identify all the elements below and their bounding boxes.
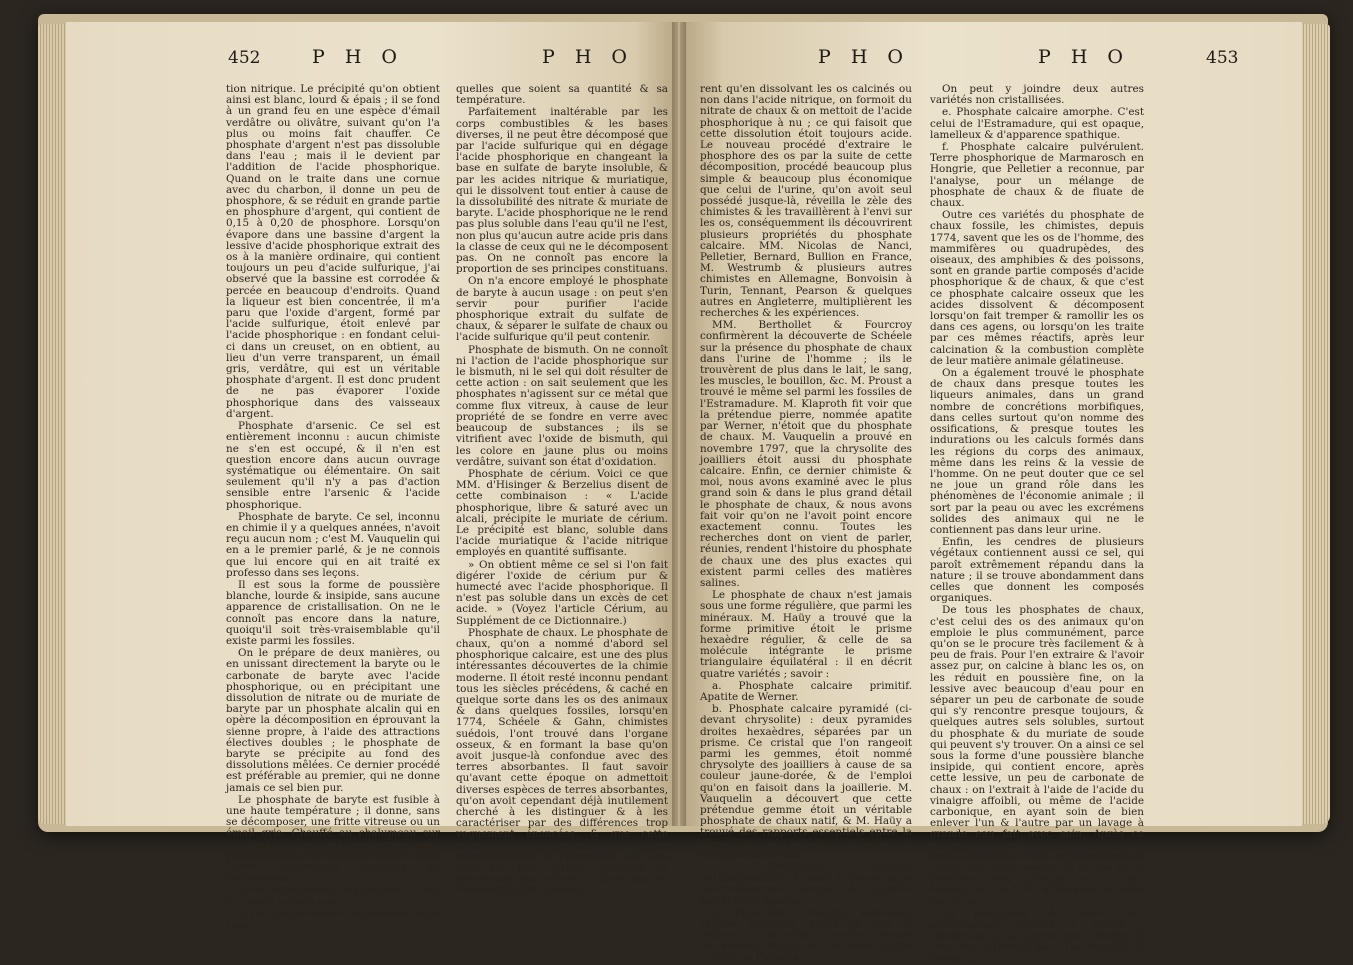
paragraph: Il est sous la forme de poussière blanche, lourde & insipide, sans aucune apparence de cristallisation. On ne le connoît pas encore dans la nature, quoiqu'il soit très-vraisemblable qu'il existe parmi les fossiles.: [226, 578, 440, 647]
paragraph: Enfin, les cendres de plusieurs végétaux contiennent aussi ce sel, qui paroît extrêmement répandu dans la nature ; il se trouve abondamment dans celles que donnent les composés organiques.: [930, 536, 1144, 605]
paragraph: » On obtient même ce sel si l'on fait digérer l'oxide de cérium pur & humecté avec l'acide phosphorique. Il n'est pas soluble dans un excès de cet acide. » (Voyez l'article Cérium, au Supplément de ce Dictionnaire.): [456, 558, 668, 627]
paragraph: Parfaitement inaltérable par les corps combustibles & les bases diverses, il ne peut être décomposé que par l'acide sulfurique qui en dégage l'acide phosphorique en changeant la base en sulfate de baryte insoluble, & par les acides nitrique & muriatique, qui le dissolvent tout entier à cause de la dissolubilité des nitrate & muriate de baryte. L'acide phosphorique ne le rend pas plus soluble dans l'eau qu'il ne l'est, non plus qu'aucun autre acide pris dans la classe de ceux qui ne le décomposent pas. On ne connoît pas encore la proportion de ses principes constituans.: [456, 106, 668, 276]
paragraph: d. Phosphate calcaire annulaire. Prisme hexaèdre, ayant de part & d'autre six facettes disposées comme un anneau autour de la base. Autre variété de l'apatite.: [700, 906, 912, 964]
right-page-column-1: [700, 83, 912, 964]
paragraph: quelles que soient sa quantité & sa température.: [456, 83, 668, 107]
paragraph: Le phosphate de baryte est fusible à une haute température ; il donne, sans se décomposer, une fritte vitreuse ou un émail gris. Chauffé au chalumeau sur du charbon, il répand une flamme jaune phosphorique. Les globules vitreux qu'il forme, deviennent opaques en refroidissant.: [226, 793, 440, 885]
paragraph: On a également trouvé le phosphate de chaux dans presque toutes les liqueurs animales, dans un grand nombre de concrétions morbifiques, dans celles surtout qu'on nomme des ossifications, & presque toutes les indurations ou les calculs formés dans les régions du corps des animaux, même dans les reins & la vessie de l'homme. On ne peut douter que ce sel ne joue un grand rôle dans les phénomènes de l'économie animale ; il sort par la peau ou avec les excrémens solides des animaux qui ne le contiennent pas dans leur urine.: [930, 367, 1144, 536]
paragraph: On n'a encore employé le phosphate de baryte à aucun usage : on peut s'en servir pour purifier l'acide phosphorique extrait du sulfate de chaux, & séparer le sulfate de chaux ou l'acide sulfurique qu'il peut contenir.: [456, 275, 668, 344]
right-running-head-1: P H O: [818, 46, 911, 68]
left-page-header: [224, 44, 664, 74]
page-edges-left: [38, 24, 68, 824]
book-gutter: [672, 22, 686, 826]
paragraph: Phosphate de cérium. Voici ce que MM. d'Hisinger & Berzelius disent de cette combinaison : « L'acide phosphorique, libre & saturé avec un alcali, précipite le muriate de cérium. Le précipité est blanc, soluble dans l'acide muriatique & l'acide nitrique employés en quantité suffisante.: [456, 467, 668, 559]
left-page-column-2: [456, 83, 668, 897]
paragraph: Phosphate d'arsenic. Ce sel est entièrement inconnu : aucun chimiste ne s'en est occupé, & il n'en est question encore dans aucun ouvrage systématique ou élémentaire. On sait seulement qu'il n'y a pas d'action sensible entre l'arsenic & l'acide phosphorique.: [226, 420, 440, 511]
paragraph: Il est complétement indissoluble dans l'eau,: [226, 907, 440, 932]
right-page-number: 453: [1206, 48, 1239, 68]
paragraph: tion nitrique. Le précipité qu'on obtient ainsi est blanc, lourd & épais ; il se fond à un grand feu en une espèce d'émail verdâtre ou olivâtre, suivant qu'on l'a plus ou moins fait chauffer. Ce phosphate d'argent n'est pas dissoluble dans l'eau ; mais il le devient par l'addition de l'acide phosphorique. Quand on le traite dans une cornue avec du charbon, il donne un peu de phosphore, & se réduit en grande partie en phosphure d'argent, qui contient de 0,15 à 0,20 de phosphore. Lorsqu'on évapore dans une bassine d'argent la lessive d'acide phosphorique extrait des os à la manière ordinaire, qui contient toujours un peu d'acide sulfurique, j'ai observé que la bassine est corrodée & percée en beaucoup d'endroits. Quand la liqueur est bien concentrée, il m'a paru que l'oxide d'argent, formé par l'acide sulfurique, étoit enlevé par l'acide phosphorique : en fondant celui-ci dans un creuset, on en obtient, au lieu d'un verre transparent, un émail gris, verdâtre, qui est un véritable phosphate d'argent. Il est donc prudent de ne pas évaporer l'oxide phosphorique dans des vaisseaux d'argent.: [226, 83, 440, 420]
paragraph: Phosphate de bismuth. On ne connoît ni l'action de l'acide phosphorique sur le bismuth, ni le sel qui doit résulter de cette action : on sait seulement que les phosphates n'agissent sur ce métal que comme flux vitreux, à cause de leur propriété de se fondre en verre avec beaucoup de substances ; ils se vitrifient avec l'oxide de bismuth, qui les colore en jaune plus ou moins verdâtre, suivant son état d'oxidation.: [456, 343, 668, 468]
paragraph: Le phosphate de chaux est extrêmement difficile à fondre ; cependant à un grand feu, comme à celui des verreries, &c., il se ramollit, & prend la: [930, 907, 1144, 965]
left-running-head-1: P H O: [312, 46, 405, 68]
left-page-column-1: [226, 83, 440, 932]
paragraph: Il est entièrement inaltérable à l'air, & y reste pulvérulent.: [226, 884, 440, 908]
paragraph: On le prépare de deux manières, ou en unissant directement la baryte ou le carbonate de baryte avec l'acide phosphorique, ou en précipitant une dissolution de nitrate ou de muriate de baryte par un phosphate alcalin qui en opère la décomposition en éprouvant la sienne propre, à l'aide des attractions électives doubles ; le phosphate de baryte se précipite au fond des dissolutions mêlées. Ce dernier procédé est préférable au premier, qui ne donne jamais ce sel bien pur.: [226, 647, 440, 794]
paragraph: e. Phosphate calcaire amorphe. C'est celui de l'Estramadure, qui est opaque, lamelleux & d'apparence spathique.: [930, 106, 1144, 141]
paragraph: a. Phosphate calcaire primitif. Apatite de Werner.: [700, 679, 912, 703]
right-running-head-2: P H O: [1038, 46, 1131, 68]
left-page-number: 452: [228, 48, 261, 68]
paragraph: Phosphate de chaux. Le phosphate de chaux, qu'on a nommé d'abord sel phosphorique calcaire, est une des plus intéressantes découvertes de la chimie moderne. Il étoit resté inconnu pendant tous les siècles précédens, & caché en quelque sorte dans les os des animaux & dans quelques fossiles, lorsqu'en 1774, Schéele & Gahn, chimistes suédois, l'ont trouvé dans l'organe osseux, & en formant la base qu'on avoit jusque-là confondue avec des terres absorbantes. Il faut savoir qu'avant cette époque on admettoit diverses espèces de terres absorbantes, qu'on avoit cependant déjà inutilement cherché à les distinguer & à les caractériser par des différences trop vaguement énoncées, & que cette fausse dénomination tenoit manifestement à l'ignorance où l'on étoit sur leur nature comparée, & notamment sur celle de la terre des os. Schéele & Gahn prouvè-: [456, 626, 668, 897]
paragraph: Le phosphate de chaux n'est jamais sous une forme régulière, que parmi les minéraux. M. Haüy a trouvé que la forme primitive étoit le prisme hexaèdre régulier, & celle de sa molécule intégrante le prisme triangulaire équilatéral : il en décrit quatre variétés ; savoir :: [700, 589, 912, 680]
paragraph: b. Phosphate calcaire pyramidé (ci-devant chrysolite) : deux pyramides droites hexaèdres, séparées par un prisme. Ce cristal que l'on rangeoit parmi les gemmes, étoit nommé chrysolyte des joailliers à cause de sa couleur jaune-dorée, & de l'emploi qu'on en faisoit dans la joaillerie. M. Vauquelin a découvert que cette prétendue gemme étoit un véritable phosphate de chaux natif, & M. Haüy a trouvé des rapports essentiels entre la forme de la chrysolite & celle de l'apatite de Werner.: [700, 703, 912, 861]
paragraph: On peut y joindre deux autres variétés non cristallisées.: [930, 83, 1144, 107]
paragraph: rent qu'en dissolvant les os calcinés ou non dans l'acide nitrique, on formoit du nitrate de chaux & on mettoit de l'acide phosphorique à nu ; ce qui faisoit que cette dissolution étoit toujours acide. Le nouveau procédé d'extraire le phosphore des os par la suite de cette décomposition, procédé beaucoup plus simple & beaucoup plus économique que celui de l'urine, qu'on avoit seul possédé jusque-là, réveilla le zèle des chimistes & les travaillèrent à l'envi sur les os, conséquemment ils découvrirent plusieurs propriétés du phosphate calcaire. MM. Nicolas de Nanci, Pelletier, Bernard, Bullion en France, M. Westrumb & plusieurs autres chimistes en Allemagne, Bonvoisin à Turin, Tennant, Pearson & quelques autres en Angleterre, multiplièrent les recherches & les expériences.: [700, 83, 912, 320]
page-edges-right: [1300, 24, 1330, 824]
paragraph: MM. Berthollet & Fourcroy confirmèrent la découverte de Schéele sur la présence du phosphate de chaux dans l'urine de l'homme ; ils le trouvèrent de plus dans le lait, le sang, les muscles, le bouillon, &c. M. Proust a trouvé le même sel parmi les fossiles de l'Estramadure. M. Klaproth fit voir que la prétendue pierre, nommée apatite par Werner, n'étoit que du phosphate de chaux. M. Vauquelin a prouvé en novembre 1797, que la chrysolite des joailliers étoit aussi du phosphate calcaire. Enfin, ce dernier chimiste & moi, nous avons examiné avec le plus grand soin & dans le plus grand détail le phosphate de chaux, & nous avons fait voir qu'on ne l'avoit point encore exactement connu. Toutes les recherches dont on vient de parler, réunies, rendent l'histoire du phosphate de chaux une des plus exactes qui existent parmi celles des matières salines.: [700, 319, 912, 589]
paragraph: c. Phosphate calcaire péridodécaèdre. Prisme à douze pans alternativement larges & étroits. Variété de l'apatite.: [700, 861, 912, 907]
right-page-column-2: [930, 83, 1144, 965]
paragraph: f. Phosphate calcaire pulvérulent. Terre phosphorique de Marmarosch en Hongrie, que Pelletier a reconnue, par l'analyse, pour un mélange de phosphate de chaux & de fluate de chaux.: [930, 141, 1144, 210]
paragraph: De tous les phosphates de chaux, c'est celui des os des animaux qu'on emploie le plus communément, parce qu'on se le procure très facilement & à peu de frais. Pour l'en extraire & l'avoir assez pur, on calcine à blanc les os, on les réduit en poussière fine, on la lessive avec beaucoup d'eau pour en séparer un peu de carbonate de soude qui s'y rencontre presque toujours, & quelques autres sels solubles, surtout du phosphate & du muriate de soude qui peuvent s'y trouver. On a ainsi ce sel sous la forme d'une poussière blanche insipide, qui contient encore, après cette lessive, un peu de carbonate de chaux : on l'extrait à l'aide de l'acide du vinaigre affoibli, ou même de l'acide carbonique, en ayant soin de bien enlever l'un & l'autre par un lavage à grande eau fait avec soin. Après ce travail, la matière solide des os se trouve réduite à l'état de phosphate de chaux pur, sans saveur, & privée de la propriété, soit d'altérer les couleurs bleues, soit de faire effervescence avec les acides.: [930, 604, 1144, 908]
right-page-header: [812, 44, 1252, 74]
left-running-head-2: P H O: [542, 46, 635, 68]
paragraph: Phosphate de baryte. Ce sel, inconnu en chimie il y a quelques années, n'avoit reçu aucun nom ; c'est M. Vauquelin qui en a le premier parlé, & je ne connois que lui encore qui en ait traité ex professo dans ses leçons.: [226, 510, 440, 579]
paragraph: Outre ces variétés du phosphate de chaux fossile, les chimistes, depuis 1774, savent que les os de l'homme, des mammifères ou quadrupèdes, des oiseaux, des amphibies & des poissons, sont en grande partie composés d'acide phosphorique & de chaux, & que c'est ce phosphate calcaire osseux que les acides dissolvent & décomposent lorsqu'on fait tremper & ramollir les os dans ces agens, ou lorsqu'on les traite par ces mêmes réactifs, après leur calcination & la combustion complète de leur matière animale gélatineuse.: [930, 209, 1144, 367]
